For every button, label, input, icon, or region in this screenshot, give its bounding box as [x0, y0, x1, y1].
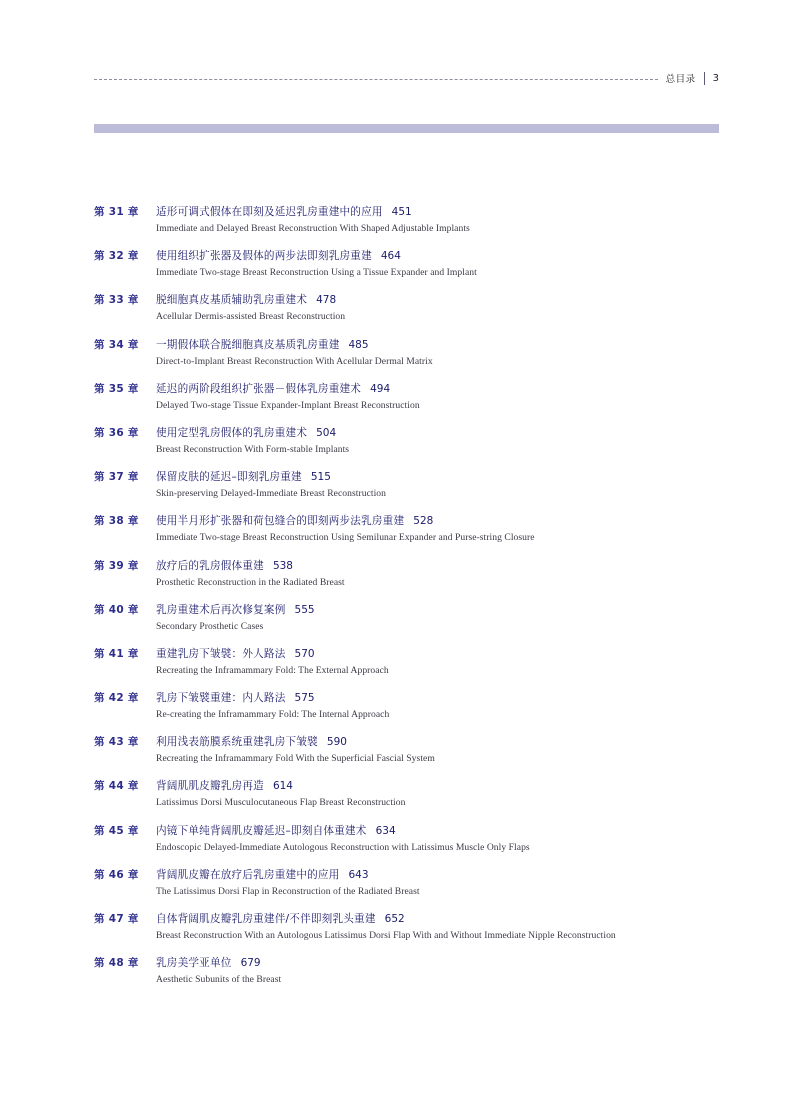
- chapter-title-zh-text: 背阔肌肌皮瓣乳房再造: [156, 780, 264, 793]
- chapter-title-zh-text: 使用组织扩张器及假体的两步法即刻乳房重建: [156, 250, 372, 263]
- chapter-title-zh: [156, 559, 734, 574]
- chapter-title-en: Breast Reconstruction With Form-stable Implants: [156, 443, 350, 455]
- chapter-number: 第 45 章: [94, 824, 139, 837]
- toc-entry-body: [156, 293, 734, 323]
- chapter-title-en: Immediate and Delayed Breast Reconstruction With Shaped Adjustable Implants: [156, 223, 470, 234]
- toc-entry[interactable]: [94, 293, 734, 323]
- chapter-number: 第 41 章: [94, 647, 139, 660]
- chapter-title-en: Immediate Two-stage Breast Reconstruction Using Semilunar Expander and Purse-string Closure: [156, 532, 535, 544]
- chapter-title-zh: [156, 912, 734, 927]
- toc-entry-body: [156, 470, 734, 500]
- toc-entry-body: [156, 205, 734, 235]
- chapter-title-en: Breast Reconstruction With an Autologous Latissimus Dorsi Flap With and Without Immediate Nipple Reconstruction: [156, 930, 616, 941]
- toc-entry[interactable]: [94, 249, 734, 279]
- chapter-title-zh-text: 延迟的两阶段组织扩张器－假体乳房重建术: [156, 382, 362, 395]
- chapter-number: 第 40 章: [94, 603, 139, 616]
- toc-entry[interactable]: [94, 514, 734, 544]
- chapter-number: 第 46 章: [94, 868, 139, 881]
- chapter-title-zh-text: 保留皮肤的延迟–即刻乳房重建: [156, 471, 302, 484]
- toc-entry[interactable]: [94, 426, 734, 456]
- chapter-number: 第 31 章: [94, 206, 139, 218]
- chapter-number: 第 42 章: [94, 692, 139, 705]
- toc-entry-body: [156, 824, 734, 854]
- toc-entry-body: [156, 338, 734, 368]
- chapter-title-zh: [156, 868, 734, 883]
- chapter-title-zh: [156, 205, 734, 220]
- toc-entry[interactable]: [94, 824, 734, 854]
- chapter-title-zh-text: 重建乳房下皱襞：外人路法: [156, 647, 286, 660]
- chapter-title-zh: [156, 779, 734, 794]
- toc-entry[interactable]: [94, 470, 734, 500]
- chapter-title-zh-text: 背阔肌皮瓣在放疗后乳房重建中的应用: [156, 868, 340, 881]
- chapter-title-en: Recreating the Inframammary Fold With the Superficial Fascial System: [156, 753, 435, 765]
- chapter-page-reference: 614: [272, 780, 293, 793]
- toc-entry[interactable]: [94, 382, 734, 412]
- chapter-title-zh-text: 内镜下单纯背阔肌皮瓣延迟–即刻自体重建术: [156, 824, 367, 837]
- chapter-title-zh-text: 一期假体联合脱细胞真皮基质乳房重建: [156, 338, 340, 351]
- chapter-title-en: Recreating the Inframammary Fold: The External Approach: [156, 664, 389, 676]
- chapter-number: 第 47 章: [94, 913, 139, 925]
- toc-entry-body: [156, 559, 734, 589]
- chapter-number: 第 39 章: [94, 559, 139, 572]
- toc-entry-body: [156, 647, 734, 677]
- chapter-number: 第 48 章: [94, 957, 139, 970]
- chapter-title-zh-text: 放疗后的乳房假体重建: [156, 559, 264, 572]
- chapter-title-zh-text: 使用定型乳房假体的乳房重建术: [156, 426, 308, 439]
- chapter-page-reference: 504: [316, 426, 337, 439]
- chapter-page-reference: 494: [370, 382, 391, 395]
- chapter-page-reference: 478: [316, 294, 337, 307]
- running-header: [94, 70, 719, 86]
- chapter-title-zh-text: 自体背阔肌皮瓣乳房重建伴/不伴即刻乳头重建: [156, 913, 376, 925]
- chapter-number: 第 34 章: [94, 338, 139, 351]
- chapter-number: 第 44 章: [94, 780, 139, 793]
- toc-entry-body: [156, 868, 734, 898]
- chapter-title-zh: [156, 691, 734, 706]
- chapter-title-en: Immediate Two-stage Breast Reconstruction Using a Tissue Expander and Implant: [156, 267, 477, 279]
- chapter-title-en: Skin-preserving Delayed-Immediate Breast Reconstruction: [156, 488, 386, 500]
- chapter-title-zh-text: 使用半月形扩张器和荷包缝合的即刻两步法乳房重建: [156, 515, 405, 528]
- chapter-page-reference: 634: [375, 824, 396, 837]
- chapter-page-reference: 575: [294, 692, 315, 705]
- chapter-page-reference: 643: [348, 868, 369, 881]
- chapter-page-reference: 538: [272, 559, 293, 572]
- chapter-page-reference: 451: [391, 206, 412, 218]
- toc-entry[interactable]: [94, 735, 734, 765]
- chapter-title-zh: [156, 338, 734, 353]
- chapter-page-reference: 555: [294, 603, 315, 616]
- chapter-number: 第 35 章: [94, 382, 139, 395]
- chapter-title-zh: [156, 647, 734, 662]
- chapter-number: 第 36 章: [94, 426, 139, 439]
- chapter-page-reference: 590: [326, 736, 347, 749]
- toc-entry[interactable]: [94, 691, 734, 721]
- chapter-title-zh-text: 利用浅表筋膜系统重建乳房下皱襞: [156, 736, 318, 749]
- chapter-title-en: Latissimus Dorsi Musculocutaneous Flap Breast Reconstruction: [156, 797, 406, 809]
- chapter-page-reference: 485: [348, 338, 369, 351]
- toc-entry[interactable]: [94, 205, 734, 235]
- chapter-title-zh: [156, 824, 734, 839]
- toc-entry[interactable]: [94, 338, 734, 368]
- chapter-title-zh-text: 乳房美学亚单位: [156, 957, 232, 970]
- toc-entry[interactable]: [94, 647, 734, 677]
- chapter-title-en: Prosthetic Reconstruction in the Radiated Breast: [156, 576, 345, 588]
- toc-entry-body: [156, 382, 734, 412]
- chapter-title-zh: [156, 293, 734, 308]
- chapter-title-zh: [156, 249, 734, 264]
- chapter-page-reference: 464: [380, 250, 401, 263]
- chapter-page-reference: 679: [240, 957, 261, 970]
- chapter-title-zh: [156, 514, 734, 529]
- chapter-title-zh-text: 适形可调式假体在即刻及延迟乳房重建中的应用: [156, 206, 383, 218]
- toc-entry-body: [156, 956, 734, 986]
- toc-entry[interactable]: [94, 912, 734, 942]
- chapter-title-en: Direct-to-Implant Breast Reconstruction With Acellular Dermal Matrix: [156, 355, 433, 367]
- chapter-number: 第 43 章: [94, 736, 139, 749]
- page-number: 3: [712, 72, 719, 84]
- chapter-page-reference: 528: [413, 515, 434, 528]
- toc-entry[interactable]: [94, 956, 734, 986]
- toc-entry-body: [156, 426, 734, 456]
- chapter-title-zh: [156, 956, 734, 971]
- chapter-title-zh: [156, 603, 734, 618]
- chapter-number: 第 38 章: [94, 515, 139, 528]
- table-of-contents: [94, 205, 734, 1000]
- chapter-title-zh: [156, 735, 734, 750]
- chapter-title-zh: [156, 382, 734, 397]
- toc-entry-body: [156, 779, 734, 809]
- chapter-title-en: Re-creating the Inframammary Fold: The Internal Approach: [156, 709, 390, 721]
- chapter-title-en: Acellular Dermis-assisted Breast Reconstruction: [156, 311, 346, 323]
- toc-entry-body: [156, 912, 734, 942]
- chapter-title-en: The Latissimus Dorsi Flap in Reconstruction of the Radiated Breast: [156, 885, 420, 897]
- toc-entry[interactable]: [94, 559, 734, 589]
- chapter-title-zh: [156, 426, 734, 441]
- chapter-title-en: Delayed Two-stage Tissue Expander‐Implant Breast Reconstruction: [156, 399, 420, 411]
- chapter-page-reference: 652: [384, 913, 405, 925]
- toc-entry-body: [156, 691, 734, 721]
- chapter-title-zh-text: 乳房重建术后再次修复案例: [156, 603, 286, 616]
- toc-entry[interactable]: [94, 603, 734, 633]
- chapter-title-zh: [156, 470, 734, 485]
- chapter-title-en: Secondary Prosthetic Cases: [156, 620, 264, 632]
- chapter-title-zh-text: 脱细胞真皮基质辅助乳房重建术: [156, 294, 308, 307]
- chapter-title-en: Aesthetic Subunits of the Breast: [156, 974, 282, 986]
- chapter-number: 第 37 章: [94, 471, 139, 484]
- chapter-title-en: Endoscopic Delayed-Immediate Autologous Reconstruction with Latissimus Muscle Only Flaps: [156, 841, 530, 853]
- chapter-title-zh-text: 乳房下皱襞重建：内人路法: [156, 692, 286, 705]
- header-separator: [704, 72, 705, 85]
- toc-entry-body: [156, 249, 734, 279]
- chapter-number: 第 33 章: [94, 294, 139, 307]
- decorative-band: [94, 124, 719, 133]
- chapter-page-reference: 515: [310, 471, 331, 484]
- header-dashed-rule: [94, 79, 658, 80]
- toc-entry[interactable]: [94, 868, 734, 898]
- chapter-number: 第 32 章: [94, 250, 139, 263]
- toc-entry[interactable]: [94, 779, 734, 809]
- toc-entry-body: [156, 514, 734, 544]
- toc-entry-body: [156, 603, 734, 633]
- chapter-page-reference: 570: [294, 647, 315, 660]
- header-label: 总目录: [665, 74, 696, 85]
- toc-entry-body: [156, 735, 734, 765]
